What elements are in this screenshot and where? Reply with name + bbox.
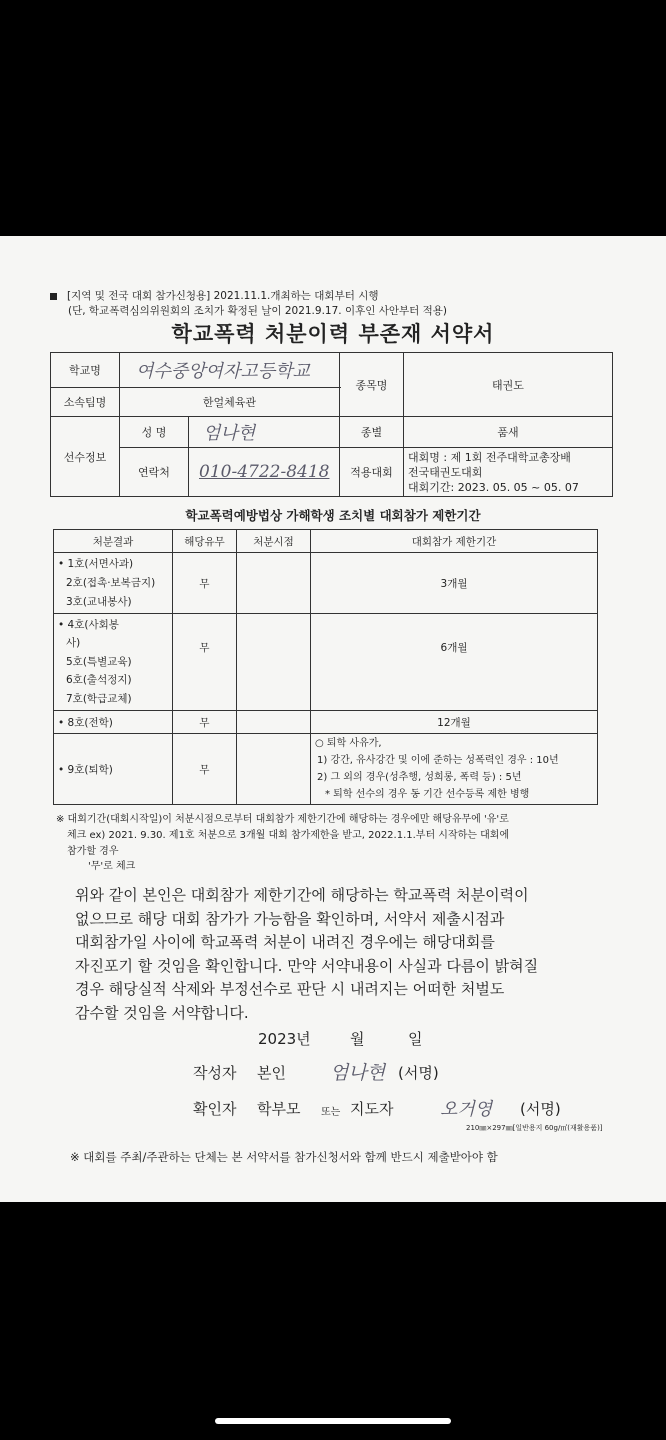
applicable-value: 무	[173, 553, 237, 614]
result-cell	[54, 614, 173, 711]
penalty-table-title: 학교폭력예방법상 가해학생 조치별 대회참가 제한기간	[185, 508, 481, 523]
result-line: 7호(학급교체)	[66, 692, 132, 705]
competition-line-1: 대회명 : 제 1회 전주대학교총장배	[408, 450, 571, 464]
footer-note: ※ 대회를 주최/주관하는 단체는 본 서약서를 참가신청서와 함께 반드시 제출받아야 함	[70, 1150, 498, 1164]
confirmer-role: 학부모	[257, 1100, 301, 1118]
note-line-4: '무'로 체크	[88, 861, 136, 872]
writer-role: 본인	[257, 1064, 286, 1082]
timing-value	[237, 734, 311, 805]
event-value: 태권도	[404, 353, 613, 417]
applicable-value: 무	[173, 711, 237, 734]
writer-name: 엄나현	[330, 1062, 386, 1084]
competition-label: 적용대회	[340, 448, 404, 497]
result-cell: • 8호(전학)	[54, 711, 173, 734]
period-detail-line: * 퇴학 선수의 경우 동 기간 선수등록 제한 병행	[325, 789, 530, 800]
document-title: 학교폭력 처분이력 부존재 서약서	[171, 322, 495, 346]
header-line-1-text: [지역 및 전국 대회 참가신청용] 2021.11.1.개최하는 대회부터 시행	[67, 290, 379, 302]
header-applicable: 해당유무	[173, 530, 237, 553]
name-value: 엄나현	[203, 423, 256, 444]
header-timing: 처분시점	[237, 530, 311, 553]
team-label: 소속팀명	[51, 388, 120, 417]
timing-value	[237, 711, 311, 734]
name-label: 성 명	[120, 417, 189, 448]
category-value: 품새	[404, 417, 613, 448]
paper-size-note: 210㎜×297㎜[일반용지 60g/㎡(재활용품)]	[466, 1124, 603, 1132]
table-row	[54, 614, 598, 711]
table-row	[54, 734, 598, 805]
penalty-table	[53, 529, 598, 805]
event-label: 종목명	[340, 353, 404, 417]
contact-label: 연락처	[120, 448, 189, 497]
confirmer-label: 확인자	[193, 1100, 237, 1118]
date-day: 일	[408, 1030, 423, 1048]
table-row	[54, 711, 598, 734]
note-line-3: 참가할 경우	[67, 846, 119, 857]
note-line-1: ※ 대회기간(대회시작일)이 처분시점으로부터 대회참가 제한기간에 해당하는 경우에만 해당유무에 '유'로	[56, 814, 509, 825]
header-line-2: (단, 학교폭력심의위원회의 조치가 확정된 날이 2021.9.17. 이후인 사안부터 적용)	[68, 305, 448, 317]
period-detail-line: 2) 그 외의 경우(성추행, 성희롱, 폭력 등) : 5년	[317, 772, 522, 783]
square-bullet-icon	[50, 293, 57, 300]
competition-line-3: 대회기간: 2023. 05. 05 ~ 05. 07	[408, 480, 579, 494]
contact-value: 010-4722-8418	[199, 462, 330, 482]
school-label: 학교명	[51, 353, 120, 388]
pledge-line: 위와 같이 본인은 대회참가 제한기간에 해당하는 학교폭력 처분이력이	[75, 886, 529, 904]
result-line: • 4호(사회봉	[58, 618, 119, 631]
result-cell	[54, 553, 173, 614]
result-line: 3호(교내봉사)	[66, 595, 132, 608]
confirmer-role-2: 지도자	[350, 1100, 394, 1118]
pledge-line: 감수할 것임을 서약합니다.	[75, 1003, 249, 1022]
period-detail	[311, 734, 598, 805]
writer-sign-label: (서명)	[398, 1064, 439, 1082]
pledge-line: 없으므로 해당 대회 참가가 가능함을 확인하며, 서약서 제출시점과	[75, 909, 505, 928]
pledge-line: 경우 해당실적 삭제와 부정선수로 판단 시 내려지는 어떠한 처벌도	[75, 980, 505, 998]
timing-value	[237, 553, 311, 614]
confirmer-sign-label: (서명)	[520, 1100, 561, 1118]
competition-value	[404, 448, 613, 497]
team-value: 한얼체육관	[120, 388, 340, 417]
contact-value-cell	[189, 448, 340, 497]
pledge-line: 대회참가일 사이에 학교폭력 처분이 내려진 경우에는 해당대회를	[75, 933, 495, 951]
result-cell: • 9호(퇴학)	[54, 734, 173, 805]
date-month: 월	[350, 1030, 365, 1048]
competition-line-2: 전국태권도대회	[408, 465, 483, 479]
name-value-cell	[189, 417, 340, 448]
note-line-2: 체크 ex) 2021. 9.30. 제1호 처분으로 3개월 대회 참가제한을 받고, 2022.1.1.부터 시작하는 대회에	[67, 830, 510, 841]
applicable-value: 무	[173, 734, 237, 805]
table-row	[54, 553, 598, 614]
school-value: 여수중앙여자고등학교	[136, 361, 310, 382]
or-text: 또는	[321, 1107, 341, 1118]
period-detail-line: ○ 퇴학 사유가,	[315, 738, 382, 749]
confirmer-name: 오거영	[440, 1099, 493, 1120]
header-line-1	[50, 288, 378, 303]
player-info-table	[50, 352, 613, 497]
period-value: 12개월	[311, 711, 598, 734]
category-label: 종별	[340, 417, 404, 448]
timing-value	[237, 614, 311, 711]
home-indicator[interactable]	[215, 1418, 451, 1424]
result-line: 6호(출석정지)	[66, 674, 132, 687]
period-value: 6개월	[311, 614, 598, 711]
player-info-label: 선수정보	[51, 417, 120, 497]
document-page	[0, 236, 666, 1202]
date-year: 2023년	[258, 1030, 311, 1048]
pledge-text	[75, 884, 607, 1025]
period-value: 3개월	[311, 553, 598, 614]
header-result: 처분결과	[54, 530, 173, 553]
period-detail-line: 1) 강간, 유사강간 및 이에 준하는 성폭력인 경우 : 10년	[317, 755, 559, 766]
school-value-cell	[120, 353, 340, 388]
pledge-line: 자진포기 할 것임을 확인합니다. 만약 서약내용이 사실과 다름이 밝혀질	[75, 956, 539, 975]
header-period: 대회참가 제한기간	[311, 530, 598, 553]
result-line: 2호(접촉·보복금지)	[66, 576, 156, 589]
result-line: 5호(특별교육)	[66, 655, 132, 668]
result-line: 사)	[66, 637, 81, 650]
applicable-value: 무	[173, 614, 237, 711]
writer-label: 작성자	[193, 1064, 237, 1082]
result-line: • 1호(서면사과)	[58, 557, 134, 570]
